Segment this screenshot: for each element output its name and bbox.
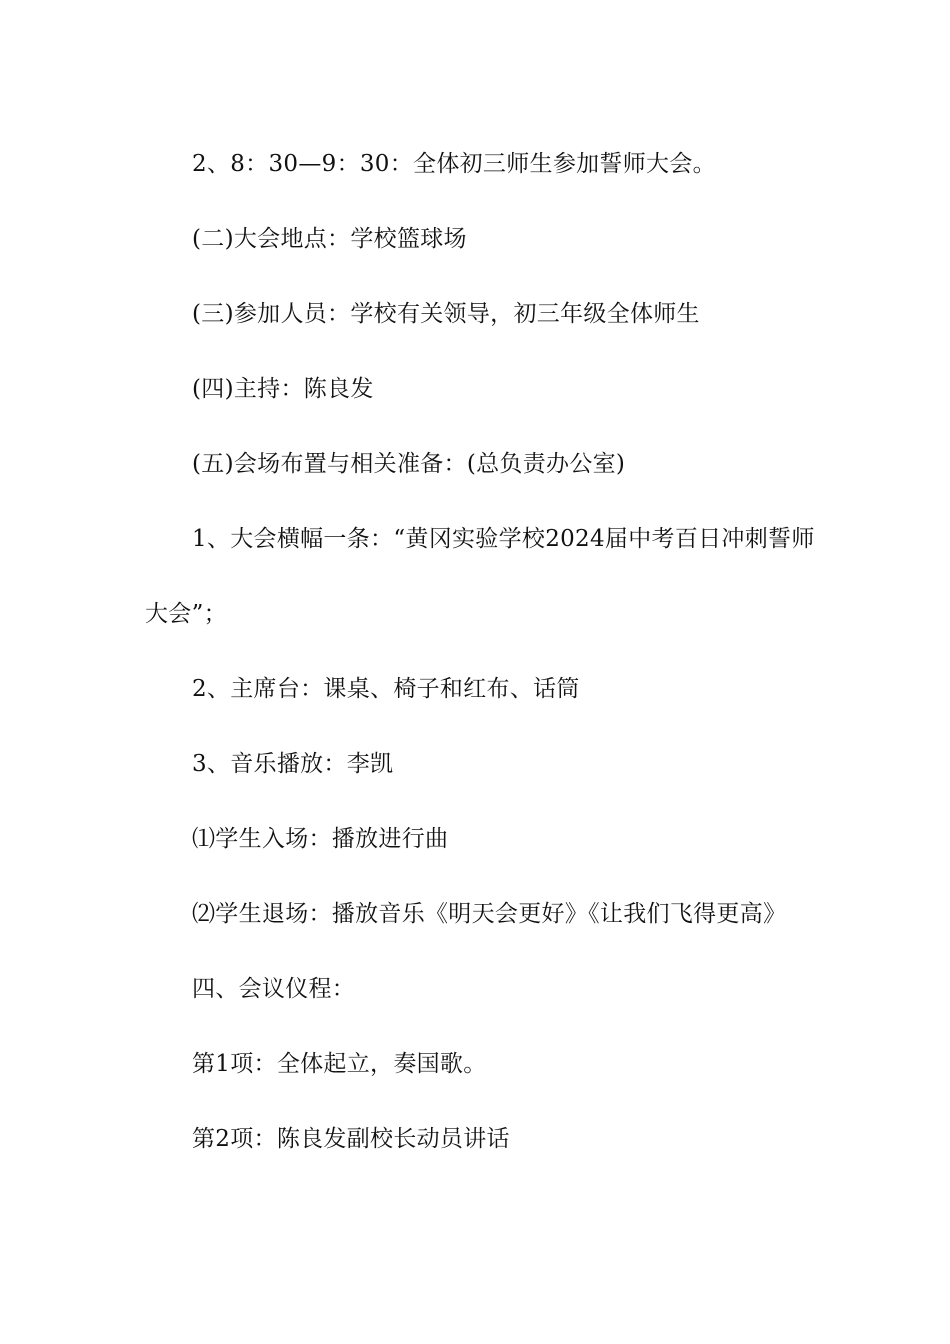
paragraph-meeting-location: (二)大会地点：学校篮球场 xyxy=(192,226,467,252)
paragraph-student-exit: ⑵学生退场：播放音乐《明天会更好》《让我们飞得更高》 xyxy=(192,901,787,927)
paragraph-student-entry: ⑴学生入场：播放进行曲 xyxy=(192,826,449,852)
paragraph-agenda-heading: 四、会议仪程： xyxy=(192,976,356,1002)
paragraph-venue-setup: (五)会场布置与相关准备：(总负责办公室) xyxy=(192,451,626,477)
paragraph-music: 3、音乐播放：李凯 xyxy=(192,751,394,777)
paragraph-agenda-item-2: 第2项：陈良发副校长动员讲话 xyxy=(192,1126,510,1152)
paragraph-meeting-time: 2、8：30—9：30：全体初三师生参加誓师大会。 xyxy=(192,151,716,177)
document-body xyxy=(145,127,825,1177)
paragraph-agenda-item-1: 第1项：全体起立，奏国歌。 xyxy=(192,1051,487,1077)
paragraph-host: (四)主持：陈良发 xyxy=(192,376,374,402)
paragraph-banner: 1、大会横幅一条：“黄冈实验学校2024届中考百日冲刺誓师大会”； xyxy=(145,526,815,627)
paragraph-attendees: (三)参加人员：学校有关领导，初三年级全体师生 xyxy=(192,301,700,327)
paragraph-rostrum: 2、主席台：课桌、椅子和红布、话筒 xyxy=(192,676,580,702)
